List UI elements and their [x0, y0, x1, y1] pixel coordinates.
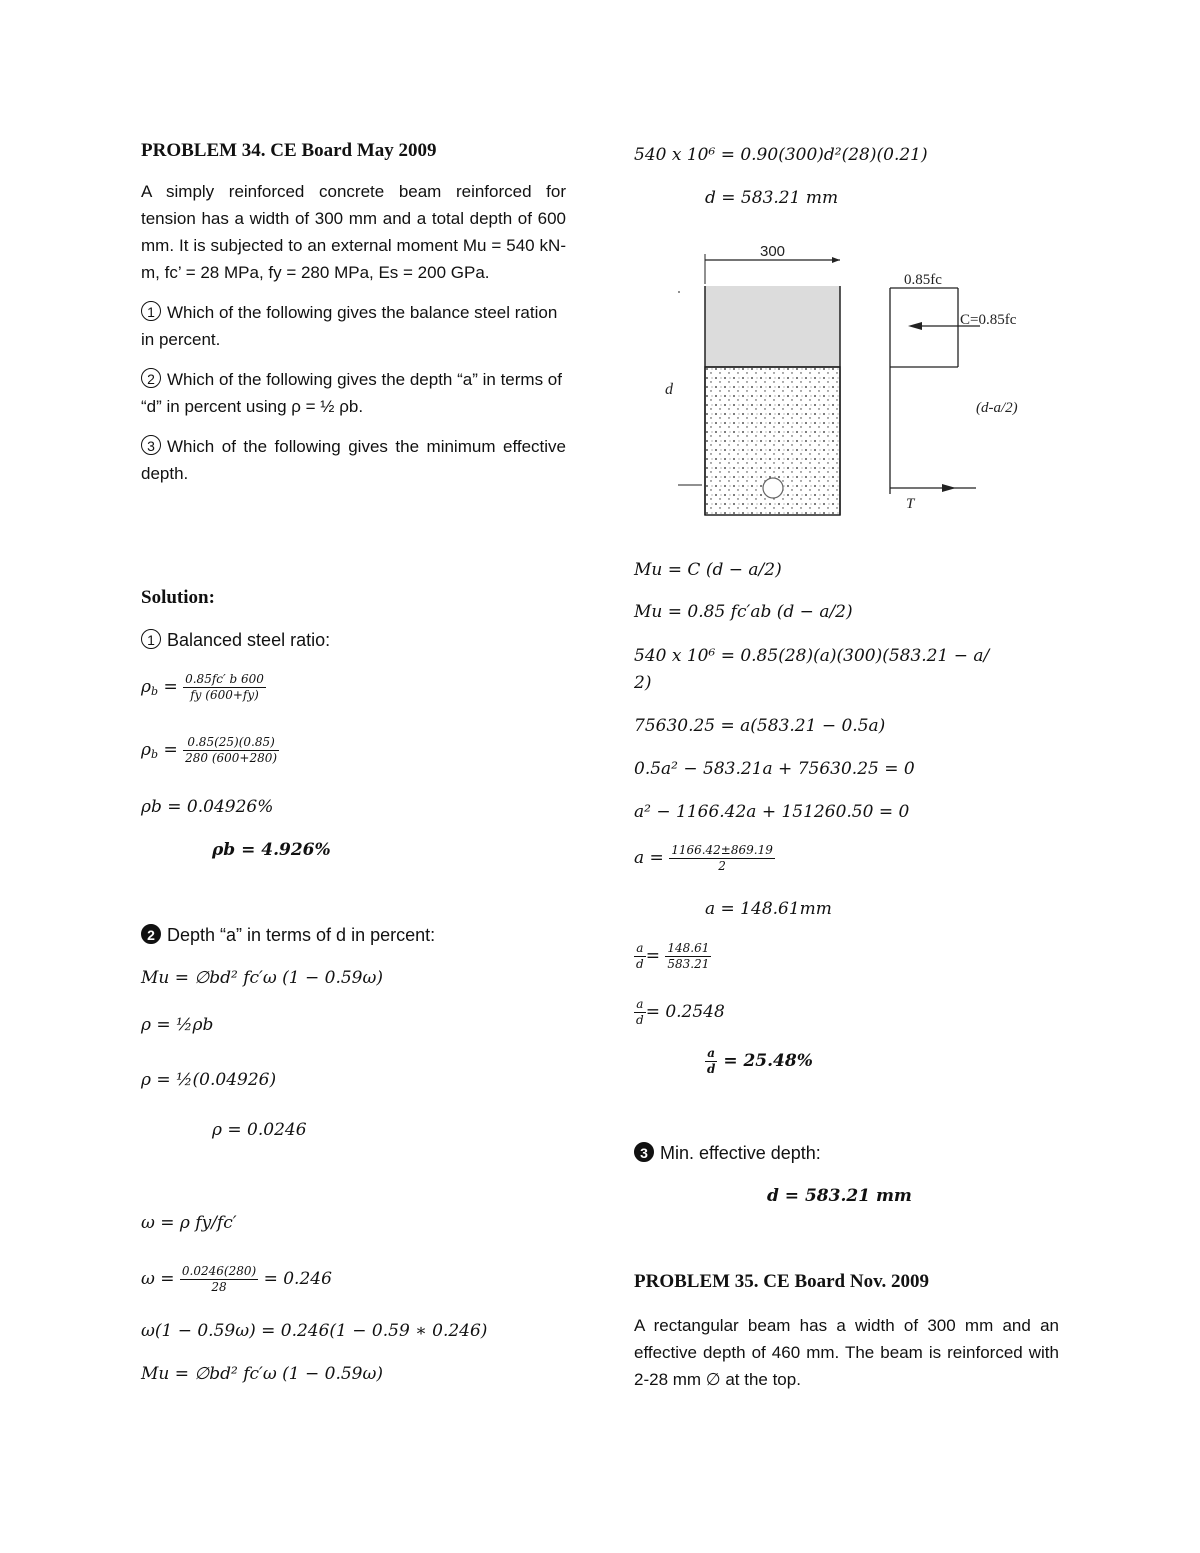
rho-half-substitution: ρ = ½(0.04926)	[141, 1070, 277, 1090]
rho-b-substitution: $\rho_b$ = $\frac{0.85(25)(0.85)}{280 (600+280)}$	[141, 735, 278, 765]
t-label: T	[906, 496, 915, 512]
question-1: 1 Which of the following gives the balance steel ration in percent.	[141, 303, 558, 349]
right-eq-5b: 2)	[634, 673, 652, 693]
right-eq-1: 540 x 10⁶ = 0.90(300)d²(28)(0.21)	[634, 145, 928, 165]
tension-arrowhead	[942, 484, 956, 492]
question-2: 2 Which of the following gives the depth “a” in terms of “d” in percent using ρ = ½ ρb.	[141, 370, 562, 416]
right-eq-4: Mu = 0.85 fc′ab (d − a/2)	[634, 602, 853, 622]
right-eq-5a: 540 x 10⁶ = 0.85(28)(a)(300)(583.21 − a/	[634, 646, 990, 666]
right-eq-13: $\frac{a}{d}$ = 25.48%	[707, 1046, 813, 1076]
left-column	[141, 140, 566, 500]
omega-formula: ω = ρ fy/fc′	[141, 1213, 237, 1233]
lever-arm-label: (d-a/2)	[976, 400, 1018, 416]
rho-value: ρ = 0.0246	[212, 1120, 307, 1140]
problem35-statement: A rectangular beam has a width of 300 mm and an effective depth of 460 mm. The beam is reinforced with 2-28 mm ∅ at the top.	[634, 1316, 1059, 1389]
right-eq-2: d = 583.21 mm	[705, 188, 839, 208]
rho-b-value: ρb = 0.04926%	[141, 797, 274, 817]
marker-2: 2	[141, 368, 161, 388]
compression-block	[705, 286, 840, 367]
marker-3: 3	[141, 435, 161, 455]
right-eq-14: d = 583.21 mm	[767, 1186, 912, 1206]
rebar-icon	[763, 478, 783, 498]
right-eq-8: a² − 1166.42a + 151260.50 = 0	[634, 802, 910, 822]
marker-2b: 2	[141, 924, 161, 944]
right-eq-3: Mu = C (d − a/2)	[634, 560, 782, 580]
width-arrow	[832, 257, 840, 263]
part2-label: 2 Depth “a” in terms of d in percent:	[141, 924, 435, 946]
marker-1: 1	[141, 301, 161, 321]
mu-omega-equation-2: Mu = ∅bd² fc′ω (1 − 0.59ω)	[141, 1364, 383, 1384]
right-eq-6: 75630.25 = a(583.21 − 0.5a)	[634, 716, 886, 736]
right-eq-9: a = $\frac{1166.42\pm 869.19}{2}$	[634, 843, 773, 873]
problem35-heading: PROBLEM 35. CE Board Nov. 2009	[634, 1271, 930, 1292]
width-label: 300	[760, 243, 786, 260]
beam-stress-diagram	[660, 232, 1060, 522]
stress-label: 0.85fc	[904, 272, 942, 288]
rho-b-formula: $\rho_b$ = $\frac{0.85fc' b 600}{fy (600+fy)}$	[141, 672, 264, 702]
omega-expansion: ω(1 − 0.59ω) = 0.246(1 − 0.59 ∗ 0.246)	[141, 1321, 488, 1341]
right-eq-11: $\frac{a}{d}$ = $\frac{148.61}{583.21}$	[636, 941, 710, 971]
right-eq-7: 0.5a² − 583.21a + 75630.25 = 0	[634, 759, 915, 779]
part3-label: 3 Min. effective depth:	[634, 1142, 821, 1164]
mu-omega-equation: Mu = ∅bd² fc′ω (1 − 0.59ω)	[141, 968, 383, 988]
c-label: C=0.85fc	[960, 312, 1017, 328]
marker-3b: 3	[634, 1142, 654, 1162]
question-3: 3 Which of the following gives the minimum effective depth.	[141, 437, 566, 483]
rho-b-result: ρb = 4.926%	[212, 840, 331, 860]
rho-half-equation: ρ = ½ρb	[141, 1015, 214, 1035]
problem34-heading: PROBLEM 34. CE Board May 2009	[141, 140, 437, 161]
right-eq-10: a = 148.61mm	[705, 899, 832, 919]
part1-label: 1 Balanced steel ratio:	[141, 629, 330, 651]
marker-1b: 1	[141, 629, 161, 649]
problem34-statement: A simply reinforced concrete beam reinforced for tension has a width of 300 mm and a total depth of 600 mm. It is subjected to an external moment Mu = 540 kN-m, fc’ = 28 MPa, fy = 280 MPa, Es = 200 GPa.	[141, 182, 566, 282]
omega-substitution: ω = $\frac{0.0246(280)}{28}$ = 0.246	[141, 1264, 332, 1294]
solution-heading: Solution:	[141, 587, 215, 608]
right-eq-12: $\frac{a}{d}$ = 0.2548	[636, 997, 725, 1027]
compression-arrowhead	[908, 322, 922, 330]
d-label: d	[665, 381, 673, 398]
